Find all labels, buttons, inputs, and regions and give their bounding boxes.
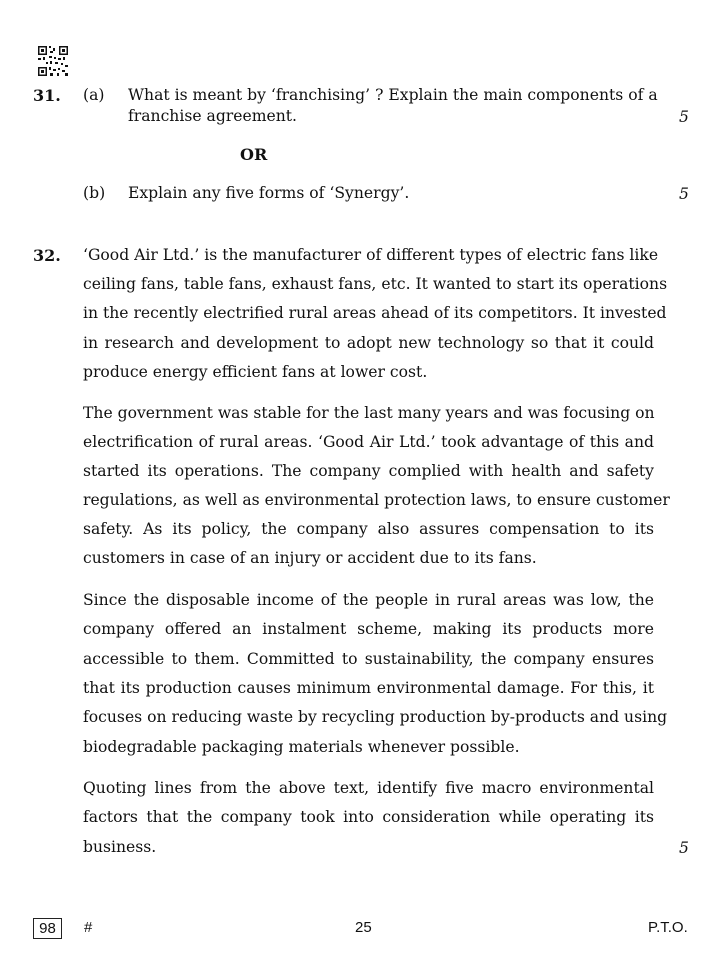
q32-para3-line: biodegradable packaging materials whenever possible. [83,738,520,756]
q31-a-marks: 5 [679,108,689,126]
q32-para1-line: ceiling fans, table fans, exhaust fans, etc. It wanted to start its operations [83,275,668,293]
q32-para1-line: in research and development to adopt new technology so that it could [83,334,654,352]
q32-para4-line: Quoting lines from the above text, identify five macro environmental [83,779,654,797]
q32-para1-line: in the recently electrified rural areas ahead of its competitors. It invested [83,304,667,322]
q32-para2-line: The government was stable for the last many years and was focusing on [83,404,655,422]
or-separator: OR [240,145,268,164]
q32-para2-line: regulations, as well as environmental protection laws, to ensure customer [83,491,670,509]
qr-code-icon [38,46,68,76]
q32-para3-line: that its production causes minimum environmental damage. For this, it [83,679,654,697]
q32-para3-line: focuses on reducing waste by recycling production by-products and using [83,708,668,726]
footer-hash: # [84,919,93,936]
q32-para2-line: customers in case of an injury or accident due to its fans. [83,549,537,567]
question-32-number: 32. [33,246,61,265]
q31-a-line1: What is meant by ‘franchising’ ? Explain the main components of a [128,86,658,104]
q32-para1-line: ‘Good Air Ltd.’ is the manufacturer of different types of electric fans like [83,246,659,264]
pto-label: P.T.O. [648,919,688,936]
q32-para2-line: electrification of rural areas. ‘Good Air Ltd.’ took advantage of this and [83,433,654,451]
q31-b-label: (b) [83,184,106,202]
q32-para3-line: accessible to them. Committed to sustainability, the company ensures [83,650,654,668]
q32-para3-line: company offered an instalment scheme, making its products more [83,620,654,638]
q31-a-label: (a) [83,86,105,104]
q31-a-line2: franchise agreement. [128,107,297,125]
q32-para2-line: safety. As its policy, the company also assures compensation to its [83,520,654,538]
q32-para3-line: Since the disposable income of the people in rural areas was low, the [83,591,654,609]
q32-para2-line: started its operations. The company complied with health and safety [83,462,654,480]
q32-para1-line: produce energy efficient fans at lower cost. [83,363,428,381]
q32-marks: 5 [679,839,689,857]
q32-para4-line: factors that the company took into consideration while operating its [83,808,654,826]
question-31-number: 31. [33,86,61,105]
page-number: 25 [355,919,372,936]
paper-code-box: 98 [33,918,62,939]
q31-b-marks: 5 [679,185,689,203]
q31-b-text: Explain any five forms of ‘Synergy’. [128,184,410,202]
q32-para4-line: business. [83,838,157,856]
